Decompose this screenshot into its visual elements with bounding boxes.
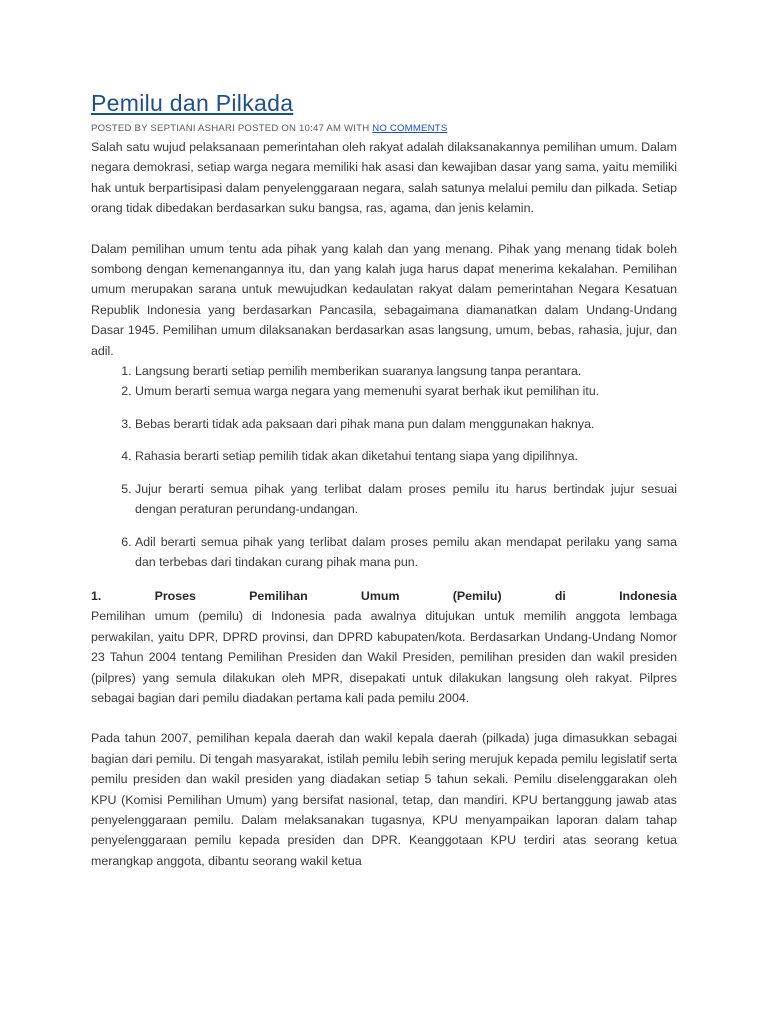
asas-list [91, 361, 677, 572]
post-meta [91, 123, 447, 134]
heading-word: Pemilihan [249, 589, 308, 604]
post-title[interactable]: Pemilu dan Pilkada [91, 90, 294, 116]
heading-word: di [554, 589, 566, 604]
post-meta-text: POSTED BY SEPTIANI ASHARI POSTED ON 10:47 AM WITH [91, 123, 370, 134]
list-item: 2. Umum berarti semua warga negara yang memenuhi syarat berhak ikut pemilihan itu. [135, 381, 677, 401]
paragraph-gap [91, 708, 677, 728]
paragraph-gap [91, 219, 677, 239]
no-comments-link[interactable]: NO COMMENTS [372, 123, 448, 134]
list-item: 5. Jujur berarti semua pihak yang terlibat dalam proses pemilu itu harus bertindak jujur sesuai dengan peraturan perundang-undangan. [135, 479, 677, 520]
section-heading [91, 586, 677, 606]
paragraph-pilkada: Pada tahun 2007, pemilihan kepala daerah dan wakil kepala daerah (pilkada) juga dimasukkan sebagai bagian dari pemilu. Di tengah masyarakat, istilah pemilu lebih sering merujuk kepada pemilu legislatif serta pemilu presiden dan wakil presiden yang diadakan setiap 5 tahun sekali. Pemilu diselenggarakan oleh KPU (Komisi Pemilihan Umum) yang bersifat nasional, tetap, dan mandiri. KPU bertanggung jawab atas penyelenggaraan pemilu. Dalam melaksanakan tugasnya, KPU menyampaikan laporan dalam tahap penyelenggaraan pemilu kepada presiden dan DPR. Keanggotaan KPU terdiri atas seorang ketua merangkap anggota, dibantu seorang wakil ketua [91, 731, 677, 868]
heading-word: Umum [360, 589, 400, 604]
heading-word: (Pemilu) [452, 589, 502, 604]
paragraph-intro: Salah satu wujud pelaksanaan pemerintahan oleh rakyat adalah dilaksanakannya pemilihan umum. Dalam negara demokrasi, setiap warga negara memiliki hak asasi dan kewajiban dasar yang sama, yaitu memiliki hak untuk berpartisipasi dalam penyelenggaraan negara, salah satunya melalui pemilu dan pilkada. Setiap orang tidak dibedakan berdasarkan suku bangsa, ras, agama, dan jenis kelamin. [91, 140, 677, 216]
list-item: 3. Bebas berarti tidak ada paksaan dari pihak mana pun dalam menggunakan haknya. [135, 414, 677, 434]
paragraph-asas: Dalam pemilihan umum tentu ada pihak yang kalah dan yang menang. Pihak yang menang tidak boleh sombong dengan kemenangannya itu, dan yang kalah juga harus dapat menerima kekalahan. Pemilihan umum merupakan sarana untuk mewujudkan kedaulatan rakyat dalam pemerintahan Negara Kesatuan Republik Indonesia yang berdasarkan Pancasila, sebagaimana diamanatkan dalam Undang-Undang Dasar 1945. Pemilihan umum dilaksanakan berdasarkan asas langsung, umum, bebas, rahasia, jujur, dan adil. [91, 241, 677, 358]
heading-word: Indonesia [619, 589, 677, 604]
heading-word: 1. [91, 589, 102, 604]
paragraph-pemilu-indonesia: Pemilihan umum (pemilu) di Indonesia pada awalnya ditujukan untuk memilih anggota lembaga perwakilan, yaitu DPR, DPRD provinsi, dan DPRD kabupaten/kota. Berdasarkan Undang-Undang Nomor 23 Tahun 2004 tentang Pemilihan Presiden dan Wakil Presiden, pemilihan presiden dan wakil presiden (pilpres) yang semula dilakukan oleh MPR, disepakati untuk dilakukan langsung oleh rakyat. Pilpres sebagai bagian dari pemilu diadakan pertama kali pada pemilu 2004. [91, 609, 677, 705]
heading-word: Proses [154, 589, 196, 604]
list-item: 6. Adil berarti semua pihak yang terlibat dalam proses pemilu akan mendapat perilaku yang sama dan terbebas dari tindakan curang pihak mana pun. [135, 532, 677, 573]
list-item: 4. Rahasia berarti setiap pemilih tidak akan diketahui tentang siapa yang dipilihnya. [135, 446, 677, 466]
post-body [91, 137, 677, 871]
list-item: 1. Langsung berarti setiap pemilih memberikan suaranya langsung tanpa perantara. [135, 361, 677, 381]
